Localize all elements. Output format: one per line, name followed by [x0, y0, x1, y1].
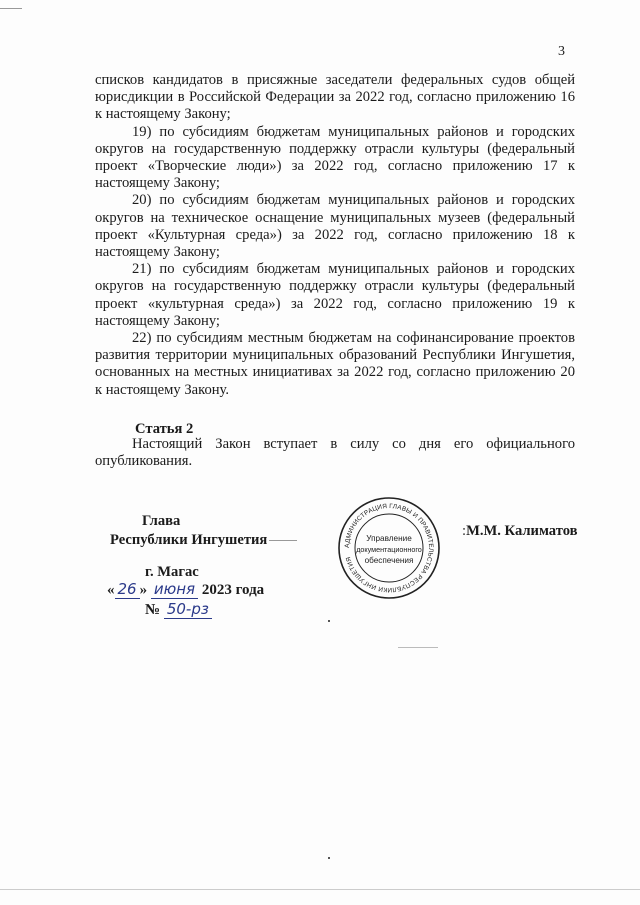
law-number-handwritten: 50-рз [164, 600, 212, 619]
stamp-center-line-3: обеспечения [364, 556, 414, 565]
scan-speck [328, 620, 330, 622]
scan-mark [398, 647, 438, 648]
date-month-handwritten: июня [151, 580, 198, 599]
paragraph-item-19: 19) по субсидиям бюджетам муниципальных районов и городских округов на государственную поддержку отрасли культуры (федеральный проект «Творческие люди») за 2022 год, согласно приложению 17 к настоящему Закону; [95, 123, 575, 192]
date-open-quote: « [107, 582, 115, 598]
signature-mark: : [462, 523, 467, 539]
place-of-signing: г. Магас [145, 564, 199, 580]
date-close-quote: » [139, 582, 148, 598]
date-year: 2023 года [201, 582, 265, 598]
scan-corner-mark [0, 8, 22, 9]
date-day-handwritten: 26 [115, 580, 140, 599]
number-sign: № [145, 602, 161, 618]
law-number [145, 600, 212, 619]
scan-speck [328, 857, 330, 859]
paragraph-continuation: списков кандидатов в присяжные заседатели федеральных судов общей юрисдикции в Российской Федерации за 2022 год, согласно приложению 16 к настоящему Закону; [95, 72, 575, 123]
signatory-title [110, 512, 297, 550]
paragraph-item-21: 21) по субсидиям бюджетам муниципальных районов и городских округов на государственную поддержку отрасли культуры (федеральный проект «культурная среда») за 2022 год, согласно приложению 19 к настоящему Закону; [95, 261, 575, 329]
signatory-title-line-1: Глава [142, 513, 181, 529]
signature-line [269, 540, 297, 541]
scan-bottom-edge [0, 889, 640, 890]
signatory-title-line-2: Республики Ингушетия [110, 532, 268, 548]
paragraph-item-22: 22) по субсидиям местным бюджетам на софинансирование проектов развития территории муниципальных образований Республики Ингушетия, основанных на местных инициативах за 2022 год, согласно приложению 20 к настоящему Закону. [95, 330, 575, 398]
law-body [95, 72, 575, 399]
paragraph-item-20: 20) по субсидиям бюджетам муниципальных районов и городских округов на техническое оснащение муниципальных музеев (федеральный проект «Культурная среда») за 2022 год, согласно приложению 18 к настоящему Закону; [95, 192, 575, 261]
official-seal-stamp [337, 496, 441, 600]
page-number: 3 [558, 44, 565, 59]
signing-date [107, 580, 264, 599]
signatory-name [462, 523, 578, 540]
stamp-center-line-2: документационного [356, 545, 422, 554]
article-paragraph: Настоящий Закон вступает в силу со дня его официального опубликования. [95, 436, 575, 470]
signatory-name-text: М.М. Калиматов [466, 523, 578, 539]
stamp-ring-text: АДМИНИСТРАЦИЯ ГЛАВЫ И ПРАВИТЕЛЬСТВА РЕСПУБЛИКИ ИНГУШЕТИЯ [343, 502, 435, 594]
stamp-center-line-1: Управление [366, 534, 412, 543]
article-body [95, 436, 575, 470]
article-heading: Статья 2 [135, 421, 194, 437]
